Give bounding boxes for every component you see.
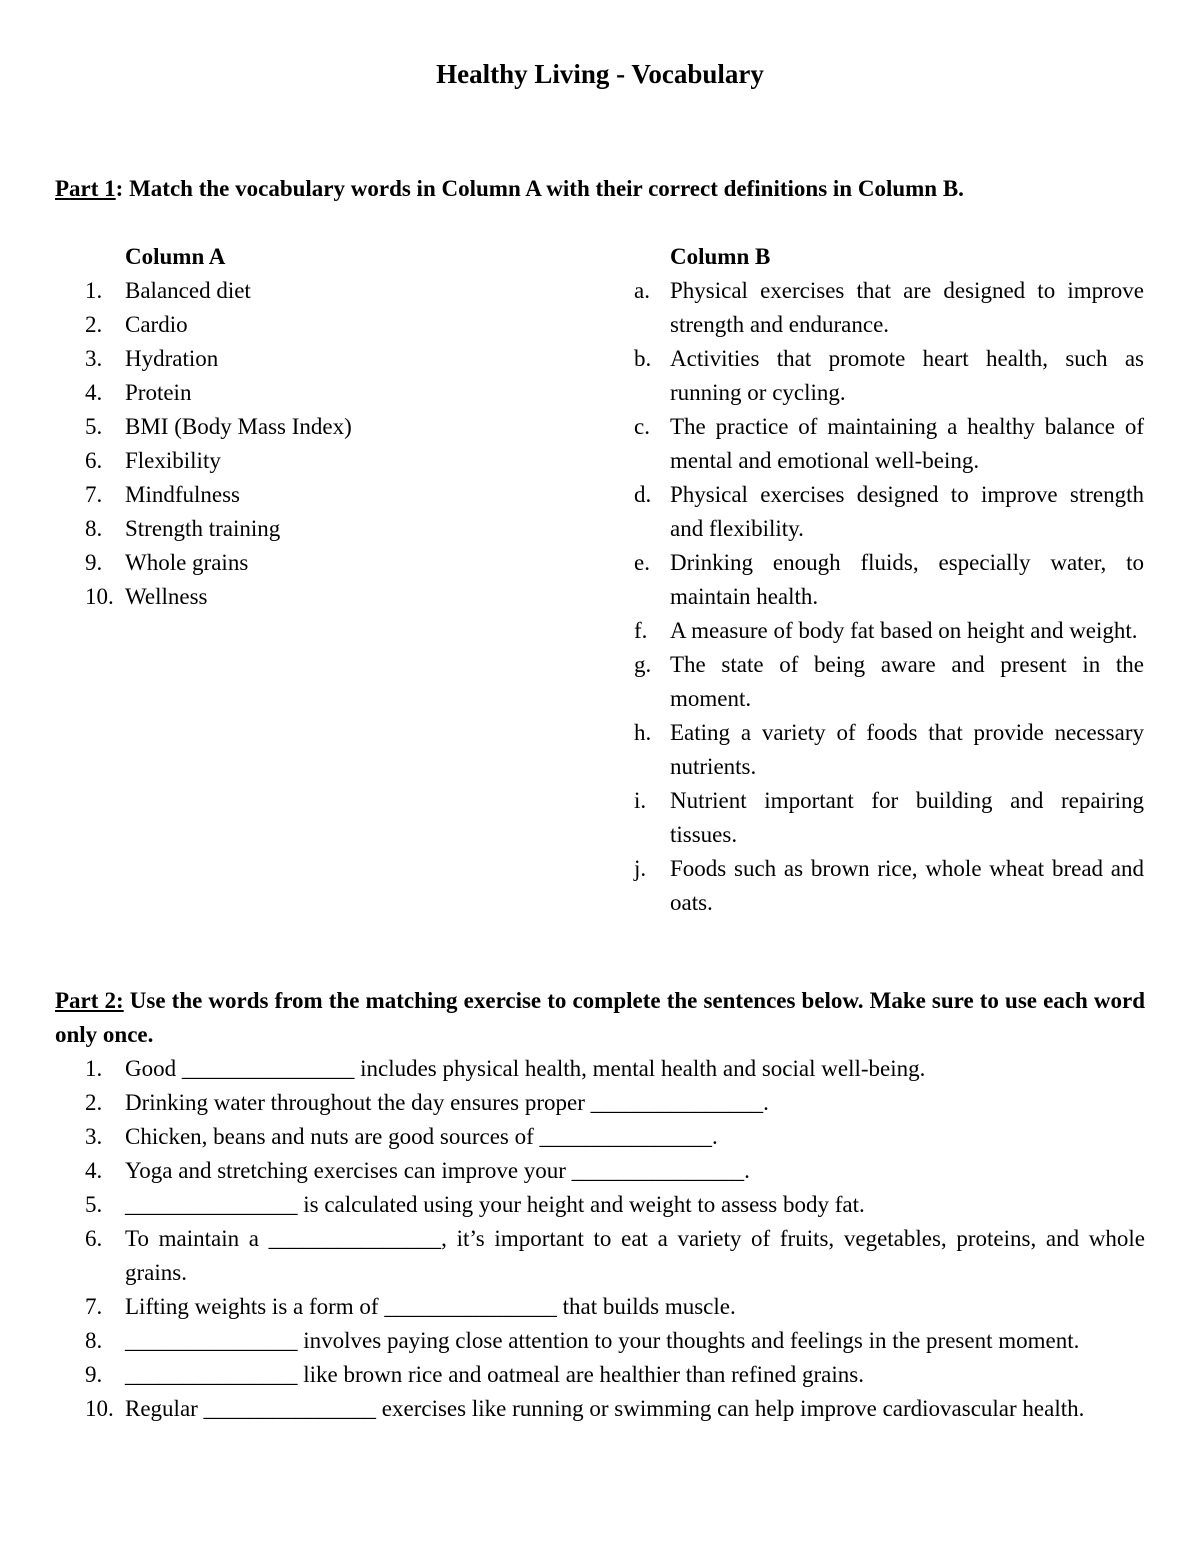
list-marker: 2. [85, 1090, 103, 1115]
column-a-item [85, 308, 525, 342]
definition-text: Nutrient important for building and repairing tissues. [670, 788, 1144, 847]
sentence-item [85, 1290, 1145, 1324]
column-a-item [85, 444, 525, 478]
column-b-item [630, 274, 1144, 342]
sentence-text: _______________ is calculated using your height and weight to assess body fat. [125, 1192, 865, 1217]
column-b-item [630, 546, 1144, 614]
list-marker: 7. [85, 482, 103, 507]
column-a-item [85, 546, 525, 580]
page-title: Healthy Living - Vocabulary [436, 59, 764, 89]
column-a-item [85, 410, 525, 444]
vocab-word: Flexibility [125, 448, 221, 473]
list-marker: i. [634, 788, 647, 813]
sentence-item [85, 1358, 1145, 1392]
definition-text: Physical exercises that are designed to improve strength and endurance. [670, 278, 1144, 337]
column-a-item [85, 512, 525, 546]
sentence-item [85, 1052, 1145, 1086]
vocab-word: Strength training [125, 516, 281, 541]
list-marker: 4. [85, 1158, 103, 1183]
list-marker: 7. [85, 1294, 103, 1319]
part1-label: Part 1 [55, 176, 116, 201]
sentence-text: Lifting weights is a form of _______________ that builds muscle. [125, 1294, 736, 1319]
list-marker: c. [634, 414, 650, 439]
list-marker: 10. [85, 1396, 114, 1421]
sentence-text: Drinking water throughout the day ensures proper _______________. [125, 1090, 769, 1115]
column-a-list [85, 274, 525, 614]
list-marker: 4. [85, 380, 103, 405]
sentence-item [85, 1086, 1145, 1120]
column-a-header: Column A [125, 244, 226, 269]
list-marker: 5. [85, 414, 103, 439]
definition-text: Physical exercises designed to improve strength and flexibility. [670, 482, 1144, 541]
list-marker: 9. [85, 1362, 103, 1387]
column-b-item [630, 784, 1144, 852]
list-marker: 2. [85, 312, 103, 337]
list-marker: 8. [85, 1328, 103, 1353]
column-b-item [630, 410, 1144, 478]
sentence-item [85, 1324, 1145, 1358]
column-a-item [85, 342, 525, 376]
vocab-word: Protein [125, 380, 192, 405]
column-b-item [630, 614, 1144, 648]
vocab-word: Hydration [125, 346, 219, 371]
list-marker: b. [634, 346, 652, 371]
definition-text: A measure of body fat based on height and weight. [670, 618, 1138, 643]
definition-text: The practice of maintaining a healthy balance of mental and emotional well-being. [670, 414, 1144, 473]
sentence-text: Good _______________ includes physical health, mental health and social well-being. [125, 1056, 926, 1081]
sentence-text: Yoga and stretching exercises can improve your _______________. [125, 1158, 750, 1183]
column-b-item [630, 342, 1144, 410]
sentence-item [85, 1154, 1145, 1188]
definition-text: The state of being aware and present in the moment. [670, 652, 1144, 711]
definition-text: Drinking enough fluids, especially water, to maintain health. [670, 550, 1144, 609]
sentence-item [85, 1120, 1145, 1154]
definition-text: Foods such as brown rice, whole wheat bread and oats. [670, 856, 1144, 915]
column-a-item [85, 376, 525, 410]
sentence-text: _______________ involves paying close attention to your thoughts and feelings in the present moment. [125, 1328, 1080, 1353]
list-marker: 9. [85, 550, 103, 575]
definition-text: Activities that promote heart health, such as running or cycling. [670, 346, 1144, 405]
sentence-text: Chicken, beans and nuts are good sources of _______________. [125, 1124, 718, 1149]
column-b-header: Column B [670, 244, 771, 269]
list-marker: 10. [85, 584, 114, 609]
list-marker: g. [634, 652, 652, 677]
column-b-item [630, 478, 1144, 546]
part1-heading [55, 172, 1145, 206]
vocab-word: Whole grains [125, 550, 249, 575]
list-marker: a. [634, 278, 650, 303]
vocab-word: Wellness [125, 584, 208, 609]
vocab-word: Mindfulness [125, 482, 240, 507]
column-a-item [85, 580, 525, 614]
sentence-text: Regular _______________ exercises like running or swimming can help improve cardiovascular health. [125, 1396, 1085, 1421]
vocab-word: BMI (Body Mass Index) [125, 414, 352, 439]
list-marker: 5. [85, 1192, 103, 1217]
list-marker: 3. [85, 1124, 103, 1149]
vocab-word: Balanced diet [125, 278, 251, 303]
definition-text: Eating a variety of foods that provide necessary nutrients. [670, 720, 1144, 779]
part2-instruction: Use the words from the matching exercise to complete the sentences below. Make sure to use each word only once. [55, 988, 1146, 1047]
column-a-item [85, 478, 525, 512]
sentence-item [85, 1222, 1145, 1290]
list-marker: 6. [85, 448, 103, 473]
list-marker: 8. [85, 516, 103, 541]
part2-label: Part 2: [55, 988, 124, 1013]
list-marker: f. [634, 618, 648, 643]
sentence-text: _______________ like brown rice and oatmeal are healthier than refined grains. [125, 1362, 864, 1387]
list-marker: d. [634, 482, 652, 507]
part1-instruction: : Match the vocabulary words in Column A with their correct definitions in Column B. [115, 176, 964, 201]
sentence-item [85, 1188, 1145, 1222]
list-marker: 1. [85, 278, 103, 303]
vocab-word: Cardio [125, 312, 188, 337]
column-b-item [630, 852, 1144, 920]
sentence-list [85, 1052, 1145, 1426]
sentence-text: To maintain a _______________, it’s important to eat a variety of fruits, vegetables, proteins, and whole grains. [125, 1226, 1145, 1285]
sentence-item [85, 1392, 1145, 1426]
column-b-item [630, 716, 1144, 784]
list-marker: 1. [85, 1056, 103, 1081]
column-b-list [630, 274, 1144, 920]
list-marker: 6. [85, 1226, 103, 1251]
part2-heading [55, 984, 1145, 1052]
list-marker: e. [634, 550, 650, 575]
list-marker: 3. [85, 346, 103, 371]
column-a-item [85, 274, 525, 308]
list-marker: j. [634, 856, 647, 881]
column-b-item [630, 648, 1144, 716]
list-marker: h. [634, 720, 652, 745]
